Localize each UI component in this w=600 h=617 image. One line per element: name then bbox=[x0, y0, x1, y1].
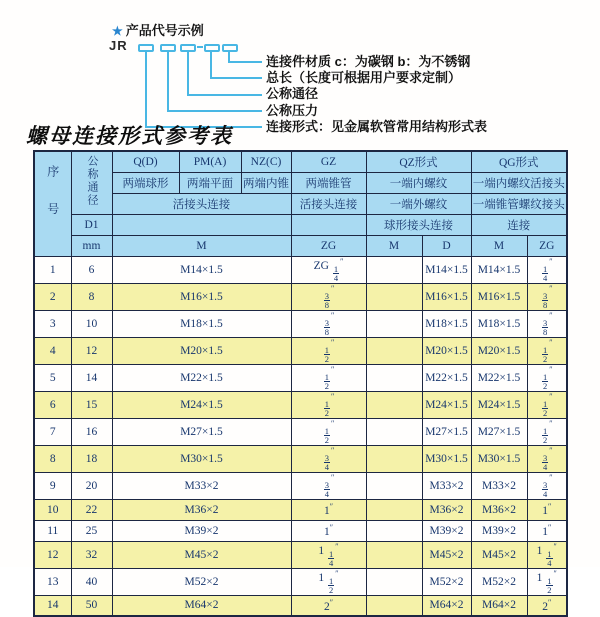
cell-qz-d: M20×1.5 bbox=[422, 337, 471, 364]
cell-gz-zg bbox=[291, 364, 366, 391]
code-box-5 bbox=[222, 44, 238, 52]
header-qz-d: D bbox=[422, 235, 471, 256]
cell-qz-d: M22×1.5 bbox=[422, 364, 471, 391]
inch-mark: ″ bbox=[329, 597, 334, 607]
table-body bbox=[34, 256, 567, 616]
header-nz-sub: 两端内锥 bbox=[241, 172, 291, 193]
cell-no: 1 bbox=[34, 256, 71, 283]
cell-dn: 25 bbox=[71, 520, 112, 541]
cell-qg-zg bbox=[527, 364, 567, 391]
table-row bbox=[34, 568, 567, 595]
header-gz-sub: 两端锥管 bbox=[291, 172, 366, 193]
code-separator bbox=[197, 46, 203, 48]
fraction: $\frac{1}{2}$ bbox=[324, 398, 329, 418]
cell-gz-zg bbox=[291, 472, 366, 499]
inch-mark: ″ bbox=[335, 568, 339, 578]
table-row bbox=[34, 364, 567, 391]
inch-mark: ″ bbox=[330, 472, 335, 482]
table-row bbox=[34, 595, 567, 616]
cell-qz-d: M16×1.5 bbox=[422, 283, 471, 310]
fraction: $\frac{1}{2}$ bbox=[324, 344, 329, 364]
cell-m: M45×2 bbox=[112, 541, 291, 568]
callout-line-h-4 bbox=[167, 110, 262, 112]
callout-line-v-5 bbox=[145, 50, 147, 128]
inch-mark: ″ bbox=[330, 310, 335, 320]
table-row bbox=[34, 391, 567, 418]
cell-gz-zg: ZG $\frac{1}{4}$ ″ bbox=[291, 256, 366, 283]
cell-dn: 18 bbox=[71, 445, 112, 472]
table-row bbox=[34, 310, 567, 337]
cell-no: 3 bbox=[34, 310, 71, 337]
cell-qz-d: M33×2 bbox=[422, 472, 471, 499]
cell-no: 12 bbox=[34, 541, 71, 568]
fraction: $\frac{3}{8}$ bbox=[542, 317, 548, 337]
cell-qg-zg bbox=[527, 391, 567, 418]
cell-no: 10 bbox=[34, 499, 71, 520]
header-empty-left bbox=[112, 214, 291, 235]
fraction: $\frac{3}{4}$ bbox=[542, 452, 548, 472]
inch-mark: ″ bbox=[549, 472, 553, 482]
cell-gz-zg bbox=[291, 391, 366, 418]
cell-qz-m bbox=[366, 256, 422, 283]
cell-dn: 12 bbox=[71, 337, 112, 364]
table-row bbox=[34, 418, 567, 445]
inch-mark: ″ bbox=[549, 364, 553, 374]
header-dn-text: 公称通径 bbox=[86, 155, 98, 208]
cell-m: M24×1.5 bbox=[112, 391, 291, 418]
table-row bbox=[34, 541, 567, 568]
cell-qz-m bbox=[366, 595, 422, 616]
cell-qg-zg bbox=[527, 418, 567, 445]
callout-pressure: 公称压力 bbox=[266, 103, 319, 118]
cell-no: 8 bbox=[34, 445, 71, 472]
cell-gz-zg bbox=[291, 337, 366, 364]
header-qg-row4: 连接 bbox=[471, 214, 567, 235]
cell-gz-zg bbox=[291, 445, 366, 472]
cell-m: M30×1.5 bbox=[112, 445, 291, 472]
header-qg-row2: 一端内螺纹活接头 bbox=[471, 172, 567, 193]
inch-mark: ″ bbox=[330, 391, 335, 401]
cell-qg-m: M20×1.5 bbox=[471, 337, 527, 364]
header-pm: PM(A) bbox=[179, 151, 241, 172]
cell-qg-m: M36×2 bbox=[471, 499, 527, 520]
callout-line-h-3 bbox=[187, 94, 262, 96]
code-prefix: JR bbox=[109, 38, 128, 53]
cell-no: 9 bbox=[34, 472, 71, 499]
callout-line-h-2 bbox=[210, 77, 262, 79]
fraction: $\frac{1}{2}$ bbox=[329, 575, 334, 595]
callout-conn-form: 连接形式：见金属软管常用结构形式表 bbox=[266, 119, 488, 134]
cell-gz-zg: 1 $\frac{1}{4}$ ″ bbox=[291, 541, 366, 568]
inch-mark: ″ bbox=[330, 337, 335, 347]
header-d1: D1 bbox=[71, 214, 112, 235]
header-qz-m: M bbox=[366, 235, 422, 256]
cell-m: M36×2 bbox=[112, 499, 291, 520]
fraction: $\frac{3}{4}$ bbox=[542, 479, 548, 499]
cell-qg-zg: 1″ bbox=[527, 499, 567, 520]
inch-mark: ″ bbox=[547, 597, 552, 607]
cell-qg-zg bbox=[527, 256, 567, 283]
header-no-text: 序号 bbox=[45, 165, 60, 240]
cell-qz-d: M30×1.5 bbox=[422, 445, 471, 472]
fraction: $\frac{1}{2}$ bbox=[324, 425, 329, 445]
cell-qg-zg: 1″ bbox=[527, 520, 567, 541]
header-dn bbox=[71, 151, 112, 214]
header-q-sub: 两端球形 bbox=[112, 172, 179, 193]
inch-mark: ″ bbox=[340, 256, 344, 266]
cell-qg-m: M33×2 bbox=[471, 472, 527, 499]
table-title: 螺母连接形式参考表 bbox=[26, 123, 233, 148]
cell-qg-m: M64×2 bbox=[471, 595, 527, 616]
header-zg: ZG bbox=[291, 235, 366, 256]
table-row bbox=[34, 445, 567, 472]
cell-m: M27×1.5 bbox=[112, 418, 291, 445]
header-gz-conn: 活接头连接 bbox=[291, 193, 366, 214]
cell-qz-m bbox=[366, 499, 422, 520]
cell-qz-d: M36×2 bbox=[422, 499, 471, 520]
header-mm: mm bbox=[71, 235, 112, 256]
cell-qz-d: M52×2 bbox=[422, 568, 471, 595]
cell-qg-m: M16×1.5 bbox=[471, 283, 527, 310]
inch-mark: ″ bbox=[330, 445, 335, 455]
fraction: $\frac{3}{8}$ bbox=[542, 290, 548, 310]
cell-dn: 15 bbox=[71, 391, 112, 418]
cell-gz-zg: 1″ bbox=[291, 499, 366, 520]
header-qg-m: M bbox=[471, 235, 527, 256]
cell-qz-m bbox=[366, 283, 422, 310]
cell-qz-d: M45×2 bbox=[422, 541, 471, 568]
cell-m: M22×1.5 bbox=[112, 364, 291, 391]
cell-qz-m bbox=[366, 472, 422, 499]
header-qz: QZ形式 bbox=[366, 151, 471, 172]
inch-mark: ″ bbox=[549, 337, 553, 347]
nut-connection-table bbox=[33, 150, 568, 617]
inch-mark: ″ bbox=[549, 256, 553, 266]
cell-gz-zg bbox=[291, 310, 366, 337]
inch-mark: ″ bbox=[549, 418, 553, 428]
fraction: $\frac{1}{2}$ bbox=[542, 371, 548, 391]
cell-no: 2 bbox=[34, 283, 71, 310]
cell-qz-m bbox=[366, 364, 422, 391]
inch-mark: ″ bbox=[553, 541, 557, 551]
fraction: $\frac{3}{8}$ bbox=[324, 290, 329, 310]
cell-m: M33×2 bbox=[112, 472, 291, 499]
inch-mark: ″ bbox=[547, 523, 552, 532]
cell-qg-m: M24×1.5 bbox=[471, 391, 527, 418]
cell-qg-zg: 2″ bbox=[527, 595, 567, 616]
callout-line-v-3 bbox=[187, 50, 189, 96]
cell-qz-d: M64×2 bbox=[422, 595, 471, 616]
diagram-heading-text: 产品代号示例 bbox=[125, 23, 204, 38]
header-gz: GZ bbox=[291, 151, 366, 172]
cell-m: M64×2 bbox=[112, 595, 291, 616]
header-m: M bbox=[112, 235, 291, 256]
fraction: $\frac{3}{4}$ bbox=[324, 479, 329, 499]
callout-line-v-4 bbox=[167, 50, 169, 112]
fraction: $\frac{1}{2}$ bbox=[542, 344, 548, 364]
header-qz-row3: 一端外螺纹 bbox=[366, 193, 471, 214]
header-no bbox=[34, 151, 71, 256]
cell-qg-m: M27×1.5 bbox=[471, 418, 527, 445]
star-icon: ★ bbox=[112, 24, 123, 38]
cell-m: M52×2 bbox=[112, 568, 291, 595]
header-qg-zg: ZG bbox=[527, 235, 567, 256]
cell-m: M14×1.5 bbox=[112, 256, 291, 283]
fraction: $\frac{1}{2}$ bbox=[542, 398, 548, 418]
cell-qz-m bbox=[366, 310, 422, 337]
cell-gz-zg: 1″ bbox=[291, 520, 366, 541]
cell-m: M39×2 bbox=[112, 520, 291, 541]
header-qg: QG形式 bbox=[471, 151, 567, 172]
fraction: $\frac{1}{4}$ bbox=[333, 263, 339, 283]
code-box-4 bbox=[204, 44, 220, 52]
cell-qz-m bbox=[366, 391, 422, 418]
table-row bbox=[34, 520, 567, 541]
cell-qg-zg bbox=[527, 283, 567, 310]
cell-no: 11 bbox=[34, 520, 71, 541]
callout-length: 总长（长度可根据用户要求定制） bbox=[266, 70, 462, 85]
cell-qz-d: M24×1.5 bbox=[422, 391, 471, 418]
cell-dn: 20 bbox=[71, 472, 112, 499]
cell-qg-m: M22×1.5 bbox=[471, 364, 527, 391]
callout-line-h-1 bbox=[228, 61, 262, 63]
cell-qg-m: M14×1.5 bbox=[471, 256, 527, 283]
diagram-heading bbox=[112, 20, 204, 39]
inch-mark: ″ bbox=[330, 283, 335, 293]
header-q: Q(D) bbox=[112, 151, 179, 172]
inch-mark: ″ bbox=[330, 418, 335, 428]
cell-qg-zg bbox=[527, 445, 567, 472]
cell-no: 14 bbox=[34, 595, 71, 616]
cell-dn: 6 bbox=[71, 256, 112, 283]
cell-qg-zg bbox=[527, 472, 567, 499]
cell-no: 5 bbox=[34, 364, 71, 391]
cell-qz-m bbox=[366, 520, 422, 541]
cell-dn: 16 bbox=[71, 418, 112, 445]
cell-qz-m bbox=[366, 418, 422, 445]
header-union-conn: 活接头连接 bbox=[112, 193, 291, 214]
cell-gz-zg bbox=[291, 418, 366, 445]
table-row bbox=[34, 256, 567, 283]
callout-material: 连接件材质 c：为碳钢 b：为不锈钢 bbox=[266, 54, 471, 69]
header-qz-row2: 一端内螺纹 bbox=[366, 172, 471, 193]
cell-qz-d: M14×1.5 bbox=[422, 256, 471, 283]
callout-line-v-2 bbox=[210, 50, 212, 79]
cell-qg-zg: 1 $\frac{1}{4}$ ″ bbox=[527, 541, 567, 568]
inch-mark: ″ bbox=[329, 502, 334, 511]
cell-gz-zg: 2″ bbox=[291, 595, 366, 616]
header-qg-row3: 一端锥管螺纹接头 bbox=[471, 193, 567, 214]
cell-dn: 32 bbox=[71, 541, 112, 568]
inch-mark: ″ bbox=[549, 445, 553, 455]
cell-dn: 50 bbox=[71, 595, 112, 616]
header-empty-gz bbox=[291, 214, 366, 235]
inch-mark: ″ bbox=[549, 310, 553, 320]
inch-mark: ″ bbox=[549, 283, 553, 293]
header-pm-sub: 两端平面 bbox=[179, 172, 241, 193]
callout-diameter: 公称通径 bbox=[266, 86, 319, 101]
cell-qg-m: M30×1.5 bbox=[471, 445, 527, 472]
table-row bbox=[34, 283, 567, 310]
cell-qg-m: M52×2 bbox=[471, 568, 527, 595]
fraction: $\frac{1}{4}$ bbox=[329, 548, 334, 568]
inch-mark: ″ bbox=[330, 364, 335, 374]
fraction: $\frac{1}{4}$ bbox=[547, 548, 552, 568]
table-row bbox=[34, 472, 567, 499]
cell-qz-d: M27×1.5 bbox=[422, 418, 471, 445]
cell-qz-m bbox=[366, 568, 422, 595]
cell-m: M18×1.5 bbox=[112, 310, 291, 337]
fraction: $\frac{1}{2}$ bbox=[542, 425, 548, 445]
inch-mark: ″ bbox=[553, 568, 557, 578]
inch-mark: ″ bbox=[547, 502, 552, 511]
table-row bbox=[34, 499, 567, 520]
cell-qz-d: M39×2 bbox=[422, 520, 471, 541]
inch-mark: ″ bbox=[549, 391, 553, 401]
cell-qg-m: M45×2 bbox=[471, 541, 527, 568]
cell-qz-m bbox=[366, 337, 422, 364]
table-header bbox=[34, 151, 567, 256]
fraction: $\frac{3}{4}$ bbox=[324, 452, 329, 472]
header-qz-row4: 球形接头连接 bbox=[366, 214, 471, 235]
cell-no: 6 bbox=[34, 391, 71, 418]
cell-qg-m: M18×1.5 bbox=[471, 310, 527, 337]
cell-qg-zg bbox=[527, 337, 567, 364]
fraction: $\frac{3}{8}$ bbox=[324, 317, 329, 337]
inch-mark: ″ bbox=[335, 541, 339, 551]
cell-dn: 22 bbox=[71, 499, 112, 520]
cell-no: 4 bbox=[34, 337, 71, 364]
cell-qz-m bbox=[366, 541, 422, 568]
cell-gz-zg: 1 $\frac{1}{2}$ ″ bbox=[291, 568, 366, 595]
cell-qz-d: M18×1.5 bbox=[422, 310, 471, 337]
fraction: $\frac{1}{2}$ bbox=[324, 371, 329, 391]
cell-m: M16×1.5 bbox=[112, 283, 291, 310]
table-row bbox=[34, 337, 567, 364]
cell-no: 13 bbox=[34, 568, 71, 595]
fraction: $\frac{1}{4}$ bbox=[542, 263, 548, 283]
cell-dn: 14 bbox=[71, 364, 112, 391]
cell-qg-m: M39×2 bbox=[471, 520, 527, 541]
inch-mark: ″ bbox=[329, 523, 334, 532]
cell-gz-zg bbox=[291, 283, 366, 310]
cell-qg-zg bbox=[527, 310, 567, 337]
cell-qg-zg: 1 $\frac{1}{2}$ ″ bbox=[527, 568, 567, 595]
cell-dn: 40 bbox=[71, 568, 112, 595]
header-nz: NZ(C) bbox=[241, 151, 291, 172]
cell-no: 7 bbox=[34, 418, 71, 445]
cell-m: M20×1.5 bbox=[112, 337, 291, 364]
fraction: $\frac{1}{2}$ bbox=[547, 575, 552, 595]
cell-qz-m bbox=[366, 445, 422, 472]
cell-dn: 8 bbox=[71, 283, 112, 310]
cell-dn: 10 bbox=[71, 310, 112, 337]
